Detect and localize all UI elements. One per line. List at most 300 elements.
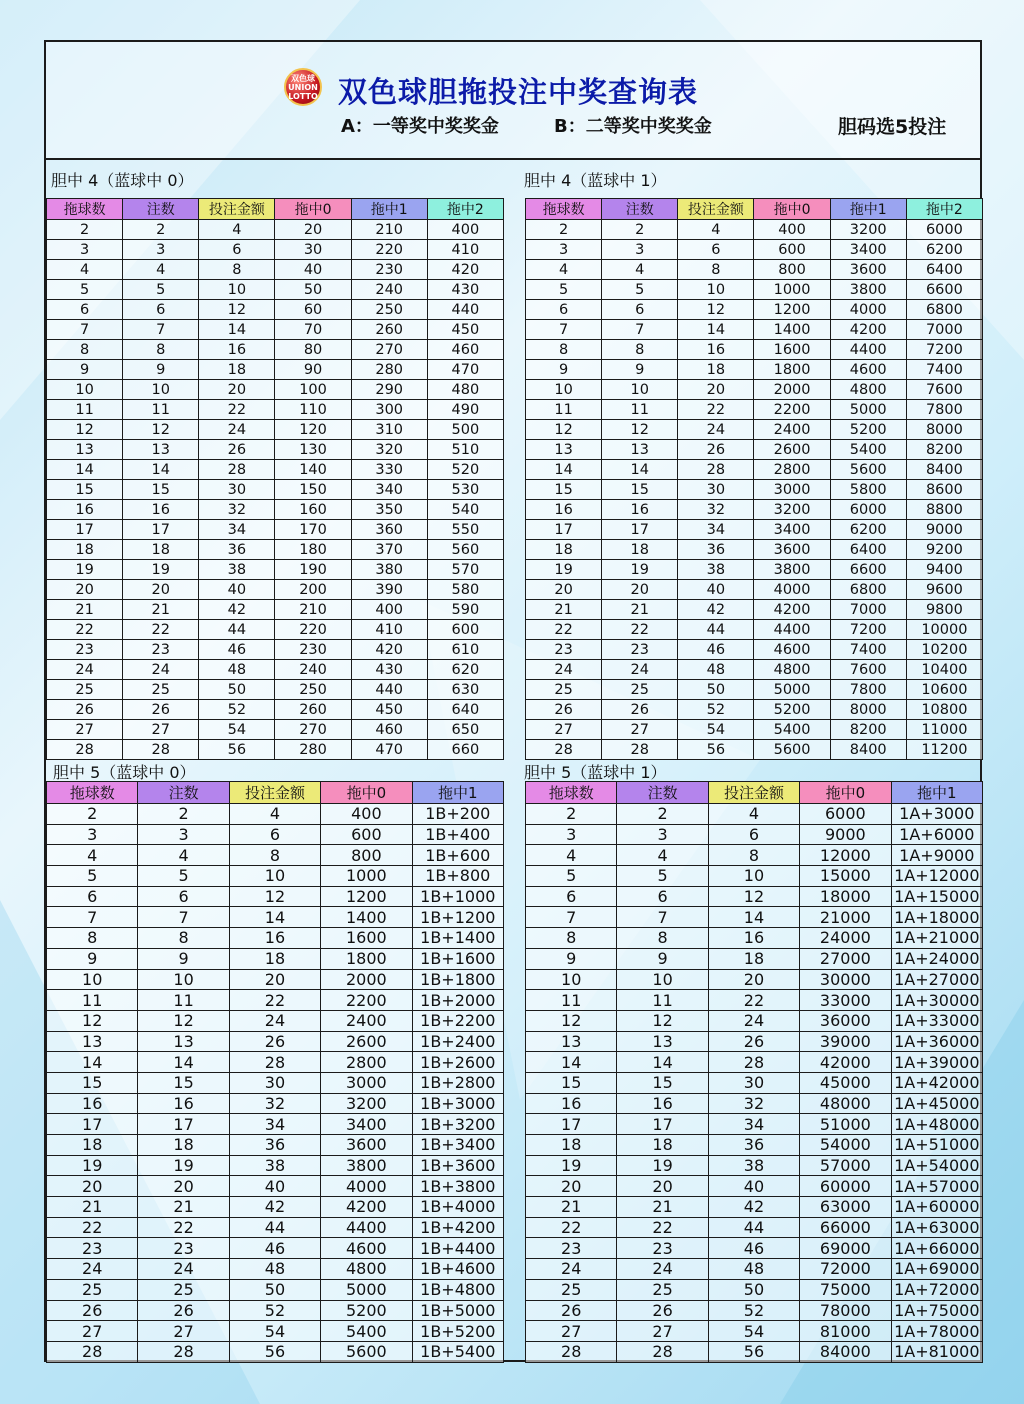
table-cell: 30000 xyxy=(800,969,891,990)
table-cell: 40 xyxy=(229,1176,320,1197)
table-cell: 4800 xyxy=(321,1259,412,1280)
table-cell: 3200 xyxy=(830,220,906,240)
table-cell: 2200 xyxy=(321,990,412,1011)
table-cell: 25 xyxy=(47,1279,138,1300)
table-cell: 12 xyxy=(138,1010,229,1031)
table-cell: 24 xyxy=(229,1010,320,1031)
table-cell: 38 xyxy=(708,1155,799,1176)
table-cell: 5 xyxy=(617,866,708,887)
table-cell: 150 xyxy=(275,480,351,500)
table-cell: 2400 xyxy=(754,420,830,440)
table-row xyxy=(47,560,504,580)
table-cell: 9 xyxy=(526,360,602,380)
column-header: 拖中0 xyxy=(275,199,351,220)
table-cell: 48000 xyxy=(800,1093,891,1114)
table-cell: 22 xyxy=(199,400,275,420)
table-cell: 15 xyxy=(47,1072,138,1093)
table-cell: 10600 xyxy=(906,680,982,700)
table-cell: 32 xyxy=(199,500,275,520)
table-row xyxy=(526,1238,983,1259)
table-cell: 3000 xyxy=(754,480,830,500)
table-cell: 110 xyxy=(275,400,351,420)
column-header: 拖中1 xyxy=(351,199,427,220)
table-cell: 5400 xyxy=(321,1321,412,1342)
table-cell: 800 xyxy=(754,260,830,280)
table-cell: 11 xyxy=(617,990,708,1011)
table-row xyxy=(526,1176,983,1197)
table-cell: 470 xyxy=(427,360,503,380)
table-row xyxy=(47,520,504,540)
table-cell: 570 xyxy=(427,560,503,580)
table-cell: 21 xyxy=(526,1197,617,1218)
table-cell: 14 xyxy=(47,460,123,480)
table-cell: 540 xyxy=(427,500,503,520)
table-cell: 400 xyxy=(754,220,830,240)
table-row xyxy=(526,600,983,620)
table-cell: 26 xyxy=(47,700,123,720)
section-title-dan4-blue1: 胆中 4（蓝球中 1） xyxy=(524,171,667,190)
table-cell: 8200 xyxy=(906,440,982,460)
table-cell: 9000 xyxy=(906,520,982,540)
column-header: 拖中1 xyxy=(891,782,982,804)
table-row xyxy=(526,1155,983,1176)
table-cell: 14 xyxy=(123,460,199,480)
table-cell: 44 xyxy=(229,1217,320,1238)
table-cell: 32 xyxy=(229,1093,320,1114)
table-cell: 22 xyxy=(617,1217,708,1238)
table-cell: 8 xyxy=(47,928,138,949)
table-cell: 18 xyxy=(199,360,275,380)
table-cell: 1B+4800 xyxy=(412,1279,503,1300)
table-cell: 8400 xyxy=(906,460,982,480)
table-cell: 34 xyxy=(199,520,275,540)
table-cell: 20 xyxy=(229,969,320,990)
table-cell: 610 xyxy=(427,640,503,660)
table-cell: 12000 xyxy=(800,845,891,866)
table-cell: 19 xyxy=(526,560,602,580)
table-cell: 8 xyxy=(602,340,678,360)
table-cell: 2000 xyxy=(321,969,412,990)
table-cell: 170 xyxy=(275,520,351,540)
table-cell: 30 xyxy=(275,240,351,260)
table-cell: 10 xyxy=(602,380,678,400)
table-cell: 1B+3200 xyxy=(412,1114,503,1135)
table-cell: 23 xyxy=(123,640,199,660)
table-cell: 2000 xyxy=(754,380,830,400)
table-row xyxy=(47,928,504,949)
table-cell: 48 xyxy=(678,660,754,680)
table-cell: 18 xyxy=(526,540,602,560)
table-cell: 17 xyxy=(138,1114,229,1135)
table-cell: 7 xyxy=(138,907,229,928)
table-cell: 23 xyxy=(47,1238,138,1259)
table-cell: 3 xyxy=(526,240,602,260)
table-cell: 20 xyxy=(47,580,123,600)
table-cell: 18 xyxy=(526,1135,617,1156)
table-cell: 18 xyxy=(708,948,799,969)
table-cell: 42 xyxy=(678,600,754,620)
table-cell: 7000 xyxy=(906,320,982,340)
table-cell: 24 xyxy=(617,1259,708,1280)
table-cell: 54 xyxy=(678,720,754,740)
table-cell: 48 xyxy=(199,660,275,680)
table-cell: 1A+24000 xyxy=(891,948,982,969)
column-header: 拖球数 xyxy=(526,782,617,804)
table-cell: 15 xyxy=(526,480,602,500)
table-cell: 13 xyxy=(138,1031,229,1052)
table-cell: 7 xyxy=(123,320,199,340)
table-cell: 15000 xyxy=(800,866,891,887)
table-header-row xyxy=(47,199,504,220)
table-cell: 2200 xyxy=(754,400,830,420)
table-cell: 1400 xyxy=(321,907,412,928)
table-cell: 17 xyxy=(47,1114,138,1135)
table-cell: 24 xyxy=(526,1259,617,1280)
table-cell: 12 xyxy=(47,1010,138,1031)
table-cell: 24 xyxy=(708,1010,799,1031)
table-cell: 9 xyxy=(123,360,199,380)
table-cell: 21 xyxy=(526,600,602,620)
table-cell: 260 xyxy=(351,320,427,340)
table-cell: 14 xyxy=(526,1052,617,1073)
table-row xyxy=(47,360,504,380)
table-row xyxy=(526,400,983,420)
table-cell: 8800 xyxy=(906,500,982,520)
table-cell: 9800 xyxy=(906,600,982,620)
table-cell: 3600 xyxy=(321,1135,412,1156)
table-row xyxy=(47,680,504,700)
table-cell: 51000 xyxy=(800,1114,891,1135)
table-cell: 28 xyxy=(229,1052,320,1073)
table-cell: 13 xyxy=(617,1031,708,1052)
table-cell: 6000 xyxy=(800,804,891,825)
table-cell: 470 xyxy=(351,740,427,760)
table-row xyxy=(47,1052,504,1073)
table-cell: 2 xyxy=(123,220,199,240)
table-cell: 25 xyxy=(602,680,678,700)
table-cell: 12 xyxy=(617,1010,708,1031)
column-header: 投注金额 xyxy=(708,782,799,804)
table-cell: 30 xyxy=(199,480,275,500)
table-cell: 6 xyxy=(199,240,275,260)
table-cell: 24 xyxy=(199,420,275,440)
table-cell: 8 xyxy=(138,928,229,949)
legend-b: B：二等奖中奖奖金 xyxy=(554,116,712,137)
table-cell: 48 xyxy=(229,1259,320,1280)
table-cell: 1B+1400 xyxy=(412,928,503,949)
table-cell: 15 xyxy=(617,1072,708,1093)
table-cell: 1200 xyxy=(321,886,412,907)
table-cell: 6400 xyxy=(906,260,982,280)
table-cell: 22 xyxy=(123,620,199,640)
table-cell: 28 xyxy=(617,1341,708,1362)
table-cell: 10 xyxy=(47,969,138,990)
table-cell: 81000 xyxy=(800,1321,891,1342)
table-cell: 75000 xyxy=(800,1279,891,1300)
table-cell: 1B+4000 xyxy=(412,1197,503,1218)
table-row xyxy=(47,460,504,480)
table-cell: 10 xyxy=(617,969,708,990)
table-cell: 24 xyxy=(123,660,199,680)
table-cell: 28 xyxy=(678,460,754,480)
table-cell: 56 xyxy=(229,1341,320,1362)
table-cell: 1A+3000 xyxy=(891,804,982,825)
table-cell: 7 xyxy=(47,320,123,340)
table-cell: 24 xyxy=(602,660,678,680)
table-cell: 24 xyxy=(138,1259,229,1280)
table-cell: 800 xyxy=(321,845,412,866)
table-cell: 46 xyxy=(708,1238,799,1259)
table-cell: 14 xyxy=(138,1052,229,1073)
table-row xyxy=(526,1093,983,1114)
table-cell: 4000 xyxy=(754,580,830,600)
table-cell: 660 xyxy=(427,740,503,760)
table-cell: 1A+39000 xyxy=(891,1052,982,1073)
table-cell: 17 xyxy=(526,1114,617,1135)
table-cell: 45000 xyxy=(800,1072,891,1093)
table-cell: 10 xyxy=(526,380,602,400)
table-cell: 50 xyxy=(199,680,275,700)
table-cell: 11 xyxy=(526,990,617,1011)
table-cell: 1A+21000 xyxy=(891,928,982,949)
table-cell: 19 xyxy=(602,560,678,580)
table-cell: 480 xyxy=(427,380,503,400)
table-cell: 1B+2600 xyxy=(412,1052,503,1073)
table-row xyxy=(526,1072,983,1093)
table-cell: 8 xyxy=(526,928,617,949)
table-row xyxy=(526,340,983,360)
table-cell: 32 xyxy=(678,500,754,520)
table-cell: 320 xyxy=(351,440,427,460)
table-cell: 6000 xyxy=(906,220,982,240)
table-cell: 600 xyxy=(754,240,830,260)
table-cell: 39000 xyxy=(800,1031,891,1052)
table-cell: 18 xyxy=(602,540,678,560)
table-cell: 7600 xyxy=(830,660,906,680)
table-cell: 5200 xyxy=(830,420,906,440)
column-header: 注数 xyxy=(617,782,708,804)
table-cell: 26 xyxy=(123,700,199,720)
table-cell: 8 xyxy=(678,260,754,280)
header xyxy=(44,40,982,160)
table-cell: 7000 xyxy=(830,600,906,620)
table-cell: 27 xyxy=(526,1321,617,1342)
table-cell: 8 xyxy=(229,845,320,866)
table-cell: 27 xyxy=(123,720,199,740)
table-cell: 60000 xyxy=(800,1176,891,1197)
table-cell: 22 xyxy=(526,620,602,640)
table-cell: 130 xyxy=(275,440,351,460)
table-cell: 12 xyxy=(708,886,799,907)
table-row xyxy=(47,845,504,866)
table-cell: 11 xyxy=(47,990,138,1011)
table-cell: 48 xyxy=(708,1259,799,1280)
prize-table-dan5-blue0 xyxy=(46,781,504,1363)
table-cell: 1B+5000 xyxy=(412,1300,503,1321)
table-cell: 1A+9000 xyxy=(891,845,982,866)
table-cell: 520 xyxy=(427,460,503,480)
table-cell: 23 xyxy=(617,1238,708,1259)
table-cell: 400 xyxy=(427,220,503,240)
table-cell: 46 xyxy=(199,640,275,660)
table-cell: 22 xyxy=(47,620,123,640)
table-cell: 6200 xyxy=(830,520,906,540)
table-cell: 3400 xyxy=(321,1114,412,1135)
table-row xyxy=(47,1176,504,1197)
table-cell: 10400 xyxy=(906,660,982,680)
table-cell: 4200 xyxy=(830,320,906,340)
table-cell: 12 xyxy=(199,300,275,320)
table-cell: 5600 xyxy=(830,460,906,480)
table-cell: 2 xyxy=(526,220,602,240)
table-cell: 2 xyxy=(617,804,708,825)
table-row xyxy=(526,1217,983,1238)
table-cell: 15 xyxy=(602,480,678,500)
table-cell: 9400 xyxy=(906,560,982,580)
table-cell: 1A+81000 xyxy=(891,1341,982,1362)
table-cell: 27 xyxy=(47,1321,138,1342)
table-row xyxy=(47,240,504,260)
table-row xyxy=(47,440,504,460)
table-row xyxy=(47,420,504,440)
table-row xyxy=(526,560,983,580)
table-cell: 1B+2200 xyxy=(412,1010,503,1031)
table-cell: 2 xyxy=(47,220,123,240)
table-cell: 16 xyxy=(708,928,799,949)
table-cell: 230 xyxy=(275,640,351,660)
table-cell: 42000 xyxy=(800,1052,891,1073)
table-cell: 6 xyxy=(47,300,123,320)
table-cell: 440 xyxy=(427,300,503,320)
table-cell: 21 xyxy=(47,1197,138,1218)
table-cell: 14 xyxy=(617,1052,708,1073)
table-row xyxy=(47,640,504,660)
table-cell: 7800 xyxy=(906,400,982,420)
table-row xyxy=(47,1093,504,1114)
table-header-row xyxy=(526,199,983,220)
table-cell: 54000 xyxy=(800,1135,891,1156)
table-cell: 3 xyxy=(617,824,708,845)
table-cell: 52 xyxy=(229,1300,320,1321)
table-cell: 7200 xyxy=(830,620,906,640)
column-header: 投注金额 xyxy=(199,199,275,220)
table-row xyxy=(47,866,504,887)
table-cell: 1A+63000 xyxy=(891,1217,982,1238)
table-cell: 12 xyxy=(229,886,320,907)
table-row xyxy=(526,260,983,280)
table-row xyxy=(526,886,983,907)
table-cell: 19 xyxy=(123,560,199,580)
table-cell: 600 xyxy=(321,824,412,845)
table-cell: 1B+600 xyxy=(412,845,503,866)
table-cell: 1B+2800 xyxy=(412,1072,503,1093)
table-row xyxy=(47,1259,504,1280)
table-cell: 6 xyxy=(678,240,754,260)
table-cell: 56 xyxy=(199,740,275,760)
table-cell: 1B+4200 xyxy=(412,1217,503,1238)
column-header: 拖球数 xyxy=(47,782,138,804)
table-cell: 26 xyxy=(138,1300,229,1321)
table-cell: 4 xyxy=(708,804,799,825)
table-cell: 3800 xyxy=(754,560,830,580)
table-cell: 450 xyxy=(427,320,503,340)
table-cell: 30 xyxy=(708,1072,799,1093)
table-cell: 7600 xyxy=(906,380,982,400)
table-cell: 330 xyxy=(351,460,427,480)
table-cell: 1A+57000 xyxy=(891,1176,982,1197)
table-cell: 1B+1600 xyxy=(412,948,503,969)
table-cell: 15 xyxy=(138,1072,229,1093)
table-row xyxy=(47,969,504,990)
table-row xyxy=(526,907,983,928)
table-cell: 8 xyxy=(199,260,275,280)
table-cell: 20 xyxy=(617,1176,708,1197)
table-cell: 230 xyxy=(351,260,427,280)
column-header: 注数 xyxy=(138,782,229,804)
table-row xyxy=(526,990,983,1011)
table-cell: 54 xyxy=(199,720,275,740)
column-header: 拖中0 xyxy=(321,782,412,804)
table-row xyxy=(526,660,983,680)
table-row xyxy=(47,1114,504,1135)
table-cell: 13 xyxy=(47,1031,138,1052)
table-cell: 25 xyxy=(138,1279,229,1300)
table-cell: 16 xyxy=(678,340,754,360)
table-cell: 26 xyxy=(708,1031,799,1052)
table-cell: 50 xyxy=(708,1279,799,1300)
table-cell: 20 xyxy=(275,220,351,240)
table-cell: 560 xyxy=(427,540,503,560)
table-row xyxy=(47,320,504,340)
table-row xyxy=(47,580,504,600)
table-cell: 200 xyxy=(275,580,351,600)
legend-a: A：一等奖中奖奖金 xyxy=(341,116,499,137)
table-row xyxy=(47,660,504,680)
table-cell: 11 xyxy=(123,400,199,420)
table-cell: 5200 xyxy=(754,700,830,720)
table-cell: 10800 xyxy=(906,700,982,720)
table-cell: 16 xyxy=(526,500,602,520)
table-cell: 17 xyxy=(602,520,678,540)
table-cell: 460 xyxy=(351,720,427,740)
table-cell: 5200 xyxy=(321,1300,412,1321)
table-cell: 19 xyxy=(138,1155,229,1176)
table-cell: 14 xyxy=(602,460,678,480)
table-cell: 18 xyxy=(617,1135,708,1156)
table-cell: 1A+12000 xyxy=(891,866,982,887)
table-cell: 46 xyxy=(678,640,754,660)
table-cell: 6 xyxy=(123,300,199,320)
column-header: 拖中1 xyxy=(412,782,503,804)
table-cell: 550 xyxy=(427,520,503,540)
table-cell: 6200 xyxy=(906,240,982,260)
table-cell: 1A+30000 xyxy=(891,990,982,1011)
table-cell: 6000 xyxy=(830,500,906,520)
table-cell: 25 xyxy=(526,680,602,700)
table-cell: 69000 xyxy=(800,1238,891,1259)
table-cell: 370 xyxy=(351,540,427,560)
table-cell: 72000 xyxy=(800,1259,891,1280)
table-cell: 9 xyxy=(138,948,229,969)
table-cell: 5 xyxy=(526,280,602,300)
table-cell: 7400 xyxy=(830,640,906,660)
table-cell: 23 xyxy=(47,640,123,660)
table-cell: 28 xyxy=(199,460,275,480)
table-cell: 1A+72000 xyxy=(891,1279,982,1300)
table-cell: 23 xyxy=(526,1238,617,1259)
table-cell: 22 xyxy=(47,1217,138,1238)
table-cell: 17 xyxy=(47,520,123,540)
